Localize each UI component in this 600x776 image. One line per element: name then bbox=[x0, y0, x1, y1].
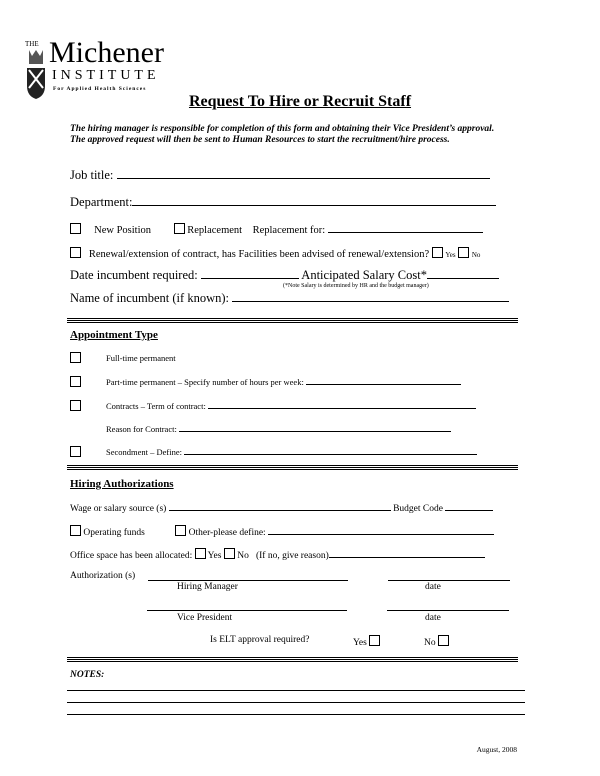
full-time-label: Full-time permanent bbox=[106, 353, 176, 363]
secondment-checkbox[interactable] bbox=[70, 446, 81, 457]
notes-line[interactable] bbox=[67, 702, 525, 703]
office-yes-checkbox[interactable] bbox=[195, 548, 206, 559]
other-checkbox[interactable] bbox=[175, 525, 186, 536]
elt-label: Is ELT approval required? bbox=[210, 635, 310, 645]
intro-line: The hiring manager is responsible for completion of this form and obtaining their Vice President’s approval. bbox=[70, 124, 495, 134]
divider bbox=[67, 465, 518, 466]
department-field[interactable]: Department: bbox=[70, 195, 496, 210]
date-salary-row: Date incumbent required: Anticipated Salary Cost* bbox=[70, 268, 499, 283]
full-time-checkbox[interactable] bbox=[70, 352, 81, 363]
operating-funds-checkbox[interactable] bbox=[70, 525, 81, 536]
reason-input[interactable] bbox=[329, 549, 485, 558]
elt-yes: Yes bbox=[353, 635, 380, 648]
hiring-manager-label: Hiring Manager bbox=[177, 582, 238, 592]
part-time-row: Part-time permanent – Specify number of hours per week: bbox=[106, 376, 461, 387]
reason-input[interactable] bbox=[179, 423, 451, 432]
salary-note: (*Note Salary is determined by HR and the budget manager) bbox=[283, 283, 429, 289]
position-row: New Position Replacement Replacement for: bbox=[70, 222, 483, 236]
job-title-input[interactable] bbox=[117, 168, 490, 179]
secondment-row: Secondment – Define: bbox=[106, 446, 477, 457]
notes-label: NOTES: bbox=[70, 670, 105, 680]
facilities-yes-checkbox[interactable] bbox=[432, 247, 443, 258]
notes-line[interactable] bbox=[67, 714, 525, 715]
date-label: date bbox=[425, 582, 441, 592]
date-required-input[interactable] bbox=[201, 268, 299, 279]
intro-line: The approved request will then be sent to Human Resources to start the recruitment/hire process. bbox=[70, 135, 450, 145]
job-title-field[interactable]: Job title: bbox=[70, 168, 490, 183]
new-position-checkbox[interactable] bbox=[70, 223, 81, 234]
incumbent-field: Name of incumbent (if known): bbox=[70, 291, 509, 306]
office-no-checkbox[interactable] bbox=[224, 548, 235, 559]
date-label: date bbox=[425, 613, 441, 623]
elt-no: No bbox=[424, 635, 449, 648]
hiring-heading: Hiring Authorizations bbox=[70, 478, 174, 490]
notes-line[interactable] bbox=[67, 690, 525, 691]
renewal-row: Renewal/extension of contract, has Facilities been advised of renewal/extension? Yes No bbox=[70, 247, 480, 260]
salary-cost-input[interactable] bbox=[427, 268, 499, 279]
page-title: Request To Hire or Recruit Staff bbox=[188, 93, 412, 110]
hours-input[interactable] bbox=[306, 376, 461, 385]
hiring-manager-signature-line[interactable] bbox=[148, 580, 348, 581]
divider bbox=[67, 657, 518, 658]
revision-date: August, 2008 bbox=[476, 745, 517, 754]
office-row: Office space has been allocated: Yes No (If no, give reason) bbox=[70, 548, 485, 561]
contracts-row: Contracts – Term of contract: bbox=[106, 400, 476, 411]
facilities-no-checkbox[interactable] bbox=[458, 247, 469, 258]
vp-signature-line[interactable] bbox=[147, 610, 347, 611]
department-input[interactable] bbox=[132, 195, 496, 206]
reason-row: Reason for Contract: bbox=[106, 423, 451, 434]
elt-no-checkbox[interactable] bbox=[438, 635, 449, 646]
secondment-input[interactable] bbox=[184, 446, 477, 455]
contracts-checkbox[interactable] bbox=[70, 400, 81, 411]
funds-row: Operating funds Other-please define: bbox=[70, 525, 494, 538]
other-input[interactable] bbox=[268, 526, 494, 535]
logo: THE Michener INSTITUTE For Applied Health Sciences bbox=[25, 40, 185, 100]
replacement-checkbox[interactable] bbox=[174, 223, 185, 234]
appointment-heading: Appointment Type bbox=[70, 329, 158, 341]
budget-code-input[interactable] bbox=[445, 502, 493, 511]
contract-term-input[interactable] bbox=[208, 400, 476, 409]
vp-label: Vice President bbox=[177, 613, 233, 623]
date-line[interactable] bbox=[387, 610, 509, 611]
wage-row: Wage or salary source (s) Budget Code bbox=[70, 502, 493, 514]
divider bbox=[67, 318, 518, 319]
elt-yes-checkbox[interactable] bbox=[369, 635, 380, 646]
replacement-for-input[interactable] bbox=[328, 222, 483, 233]
authorization-label: Authorization (s) bbox=[70, 571, 136, 581]
part-time-checkbox[interactable] bbox=[70, 376, 81, 387]
renewal-checkbox[interactable] bbox=[70, 247, 81, 258]
date-line[interactable] bbox=[388, 580, 510, 581]
incumbent-input[interactable] bbox=[232, 291, 509, 302]
wage-input[interactable] bbox=[169, 502, 391, 511]
